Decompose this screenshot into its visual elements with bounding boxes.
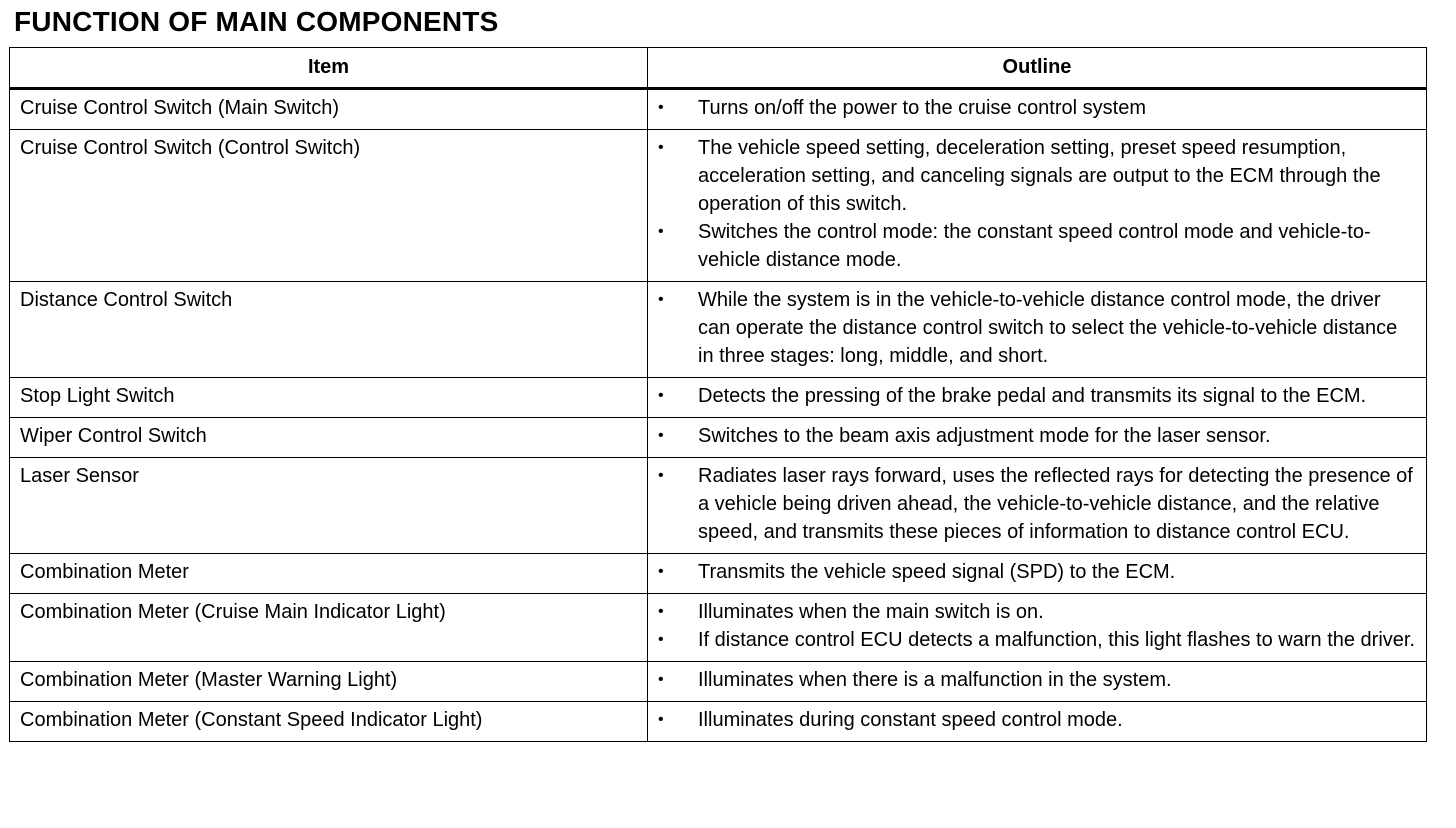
outline-cell bbox=[648, 662, 1427, 702]
outline-cell bbox=[648, 458, 1427, 554]
outline-cell bbox=[648, 594, 1427, 662]
table-row bbox=[10, 458, 1427, 554]
outline-list bbox=[658, 422, 1416, 450]
bullet-icon: • bbox=[658, 671, 664, 688]
outline-list bbox=[658, 666, 1416, 694]
outline-list bbox=[658, 598, 1416, 654]
table-row bbox=[10, 702, 1427, 742]
outline-list bbox=[658, 134, 1416, 274]
bullet-icon: • bbox=[658, 223, 664, 240]
item-cell: Stop Light Switch bbox=[10, 378, 648, 418]
bullet-icon: • bbox=[658, 603, 664, 620]
table-row bbox=[10, 594, 1427, 662]
outline-list bbox=[658, 706, 1416, 734]
item-cell: Cruise Control Switch (Main Switch) bbox=[10, 89, 648, 130]
outline-list-item bbox=[658, 666, 1416, 694]
outline-list-item bbox=[658, 422, 1416, 450]
bullet-icon: • bbox=[658, 387, 664, 404]
outline-text: Illuminates when the main switch is on. bbox=[698, 601, 1044, 623]
bullet-icon: • bbox=[658, 99, 664, 116]
table-row bbox=[10, 130, 1427, 282]
outline-cell bbox=[648, 554, 1427, 594]
outline-text: Turns on/off the power to the cruise control system bbox=[698, 97, 1146, 119]
outline-list bbox=[658, 382, 1416, 410]
table-header bbox=[10, 48, 1427, 89]
item-cell: Cruise Control Switch (Control Switch) bbox=[10, 130, 648, 282]
item-cell: Wiper Control Switch bbox=[10, 418, 648, 458]
item-cell: Laser Sensor bbox=[10, 458, 648, 554]
outline-list-item bbox=[658, 382, 1416, 410]
outline-text: Switches the control mode: the constant speed control mode and vehicle-to-vehicle distance mode. bbox=[698, 221, 1371, 271]
outline-cell bbox=[648, 378, 1427, 418]
table-row bbox=[10, 554, 1427, 594]
bullet-icon: • bbox=[658, 427, 664, 444]
table-row bbox=[10, 282, 1427, 378]
outline-list bbox=[658, 286, 1416, 370]
outline-list-item bbox=[658, 626, 1416, 654]
item-cell: Combination Meter (Cruise Main Indicator Light) bbox=[10, 594, 648, 662]
outline-list-item bbox=[658, 218, 1416, 274]
outline-list bbox=[658, 462, 1416, 546]
table-row bbox=[10, 378, 1427, 418]
page-title: FUNCTION OF MAIN COMPONENTS bbox=[14, 6, 499, 37]
outline-list-item bbox=[658, 558, 1416, 586]
outline-text: Transmits the vehicle speed signal (SPD) to the ECM. bbox=[698, 561, 1176, 583]
outline-text: Detects the pressing of the brake pedal and transmits its signal to the ECM. bbox=[698, 385, 1367, 407]
bullet-icon: • bbox=[658, 711, 664, 728]
outline-cell bbox=[648, 418, 1427, 458]
outline-text: While the system is in the vehicle-to-vehicle distance control mode, the driver can operate the distance control switch to select the vehicle-to-vehicle distance in three stages: long, middle, and short. bbox=[698, 289, 1398, 367]
outline-list-item bbox=[658, 598, 1416, 626]
bullet-icon: • bbox=[658, 291, 664, 308]
item-column-header: Item bbox=[10, 48, 648, 89]
outline-cell bbox=[648, 702, 1427, 742]
table-row bbox=[10, 418, 1427, 458]
header-row bbox=[10, 48, 1427, 89]
table-body bbox=[10, 89, 1427, 742]
components-table bbox=[9, 47, 1427, 742]
outline-column-header: Outline bbox=[648, 48, 1427, 89]
outline-list-item bbox=[658, 706, 1416, 734]
outline-text: Illuminates when there is a malfunction in the system. bbox=[698, 669, 1172, 691]
item-cell: Combination Meter (Master Warning Light) bbox=[10, 662, 648, 702]
outline-cell bbox=[648, 89, 1427, 130]
bullet-icon: • bbox=[658, 467, 664, 484]
outline-text: Switches to the beam axis adjustment mode for the laser sensor. bbox=[698, 425, 1271, 447]
outline-cell bbox=[648, 130, 1427, 282]
outline-list-item bbox=[658, 462, 1416, 546]
item-cell: Combination Meter (Constant Speed Indicator Light) bbox=[10, 702, 648, 742]
item-cell: Distance Control Switch bbox=[10, 282, 648, 378]
bullet-icon: • bbox=[658, 139, 664, 156]
outline-text: Radiates laser rays forward, uses the reflected rays for detecting the presence of a vehicle being driven ahead, the vehicle-to-vehicle distance, and the relative speed, and transmits these pieces of information to distance control ECU. bbox=[698, 465, 1413, 543]
outline-text: The vehicle speed setting, deceleration setting, preset speed resumption, acceleration setting, and canceling signals are output to the ECM through the operation of this switch. bbox=[698, 137, 1381, 215]
table-row bbox=[10, 89, 1427, 130]
outline-list-item bbox=[658, 134, 1416, 218]
outline-list-item bbox=[658, 286, 1416, 370]
item-cell: Combination Meter bbox=[10, 554, 648, 594]
bullet-icon: • bbox=[658, 563, 664, 580]
table-row bbox=[10, 662, 1427, 702]
bullet-icon: • bbox=[658, 631, 664, 648]
outline-text: Illuminates during constant speed control mode. bbox=[698, 709, 1123, 731]
outline-list-item bbox=[658, 94, 1416, 122]
outline-text: If distance control ECU detects a malfunction, this light flashes to warn the driver. bbox=[698, 629, 1416, 651]
outline-list bbox=[658, 558, 1416, 586]
outline-cell bbox=[648, 282, 1427, 378]
outline-list bbox=[658, 94, 1416, 122]
